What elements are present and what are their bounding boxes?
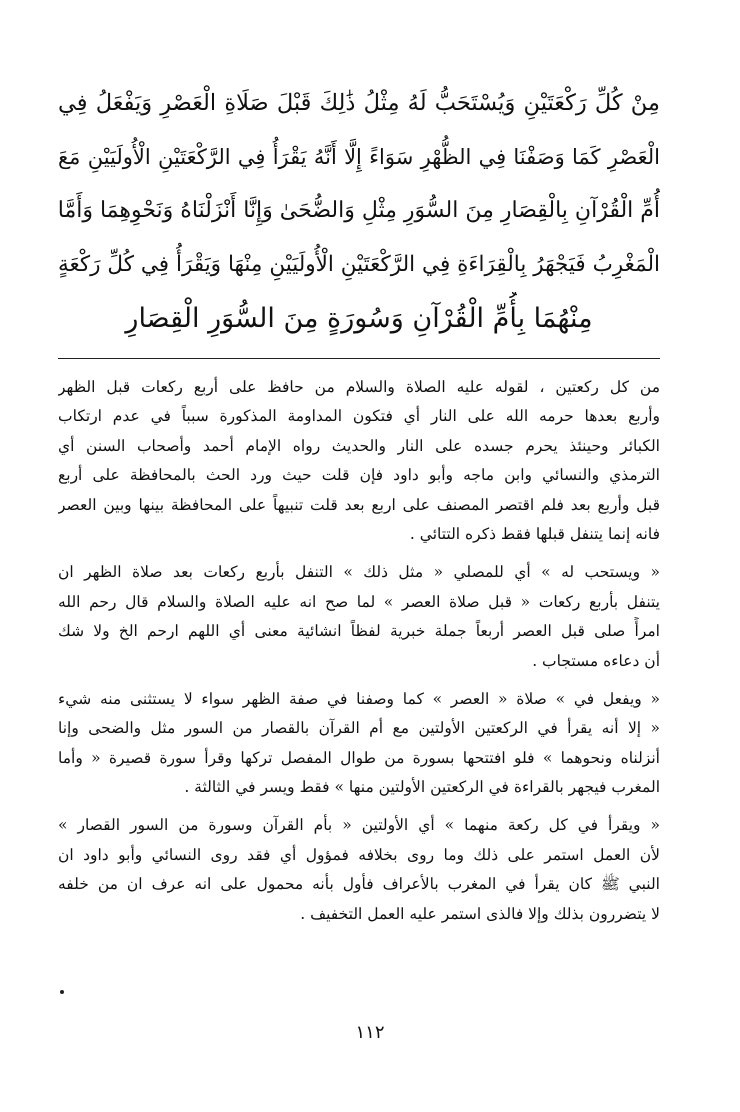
main-text-line: أُمِّ الْقُرْآنِ بِالْقِصَارِ مِنَ السُّوَرِ مِثْلِ وَالضُّحَىٰ وَإِنَّا أَنْزَلْنَاهُ وَنَحْوِهِمَا وَأَمَّا <box>58 198 660 223</box>
commentary-line: النبي ﷺ كان يقرأ في المغرب بالأعراف فأول بأنه محمول على انه عرف ان من خلفه <box>58 875 660 894</box>
main-text-line: مِنْ كُلِّ رَكْعَتَيْنِ وَيُسْتَحَبُّ لَهُ مِثْلُ ذَٰلِكَ قَبْلَ صَلَاةِ الْعَصْرِ وَيَفْعَلُ فِي <box>58 90 660 116</box>
main-text-line: الْعَصْرِ كَمَا وَصَفْنَا فِي الظُّهْرِ سَوَاءً إِلَّا أَنَّهُ يَقْرَأُ فِي الرَّكْعَتَيْنِ الْأُولَيَيْنِ مَعَ <box>58 145 660 169</box>
commentary-line: وأربع بعدها حرمه الله على النار أي فتكون المداومة المذكورة سبباً في عدم ارتكاب <box>58 407 660 426</box>
main-text-line: الْمَغْرِبُ فَيَجْهَرُ بِالْقِرَاءَةِ فِي الرَّكْعَتَيْنِ الْأُولَيَيْنِ مِنْهَا وَيَقْرَأُ فِي كُلِّ رَكْعَةٍ <box>58 252 660 277</box>
commentary-line: امرأً صلى قبل العصر أربعاً جملة خبرية لفظاً انشائية معنى أي اللهم ارحم الخ ولا شك <box>58 622 660 641</box>
commentary-paragraph <box>58 685 660 803</box>
commentary-line: المغرب فيجهر بالقراءة في الركعتين الأولتين منها » فقط ويسر في الثالثة . <box>184 778 660 797</box>
commentary-line: « إلا أنه يقرأ في الركعتين الأولتين مع أم القرآن بالقصار من السور مثل والضحى وإنا <box>58 719 660 738</box>
commentary-line: قبل وأربع بعد فلم اقتصر المصنف على اربع بعد قلت تنبيهاً على المحافظة بينها وبين العصر <box>58 495 660 514</box>
commentary-line: « ويستحب له » أي للمصلي « مثل ذلك » التنفل بأربع ركعات بعد صلاة الظهر ان <box>58 563 660 582</box>
section-divider <box>58 358 660 359</box>
commentary-line: أن دعاءه مستجاب . <box>532 651 660 670</box>
commentary-line: لا يتضررون بذلك وإلا فالذى استمر عليه العمل التخفيف . <box>300 904 660 923</box>
commentary-line: أنزلناه ونحوهما » فلو افتتحها بسورة من طوال المفصل تركها وقرأ سورة قصيرة « وأما <box>58 748 660 767</box>
commentary-line: يتنفل بأربع ركعات « قبل صلاة العصر » لما صح انه عليه الصلاة والسلام قال رحم الله <box>58 592 660 611</box>
commentary-line: فانه إنما يتنفل قبلها فقط ذكره التتائي . <box>409 524 660 543</box>
commentary-line: الترمذي والنسائي وابن ماجه وأبو داود فإن قلت حيث ورد الحث بالمحافظة على أربع <box>58 466 660 485</box>
main-text-line: مِنْهُمَا بِأُمِّ الْقُرْآنِ وَسُورَةٍ مِنَ السُّوَرِ الْقِصَارِ <box>125 303 593 334</box>
commentary-paragraph <box>58 558 660 676</box>
page-number: ١١٢ <box>355 1022 385 1043</box>
commentary-paragraph <box>58 811 660 929</box>
commentary <box>58 373 660 929</box>
commentary-line: من كل ركعتين ، لقوله عليه الصلاة والسلام من حافظ على أربع ركعات قبل الظهر <box>58 378 660 396</box>
commentary-paragraph <box>58 373 660 549</box>
main-text <box>58 76 660 346</box>
commentary-line: « ويقرأ في كل ركعة منهما » أي الأولتين « بأم القرآن وسورة من السور القصار » <box>58 816 660 835</box>
ink-speck <box>60 990 64 994</box>
commentary-line: الكبائر وحينئذ يحرم جسده على النار والحديث رواه الإمام أحمد وأصحاب السنن أي <box>58 436 660 455</box>
commentary-line: لأن العمل استمر على ذلك وما روى بخلافه فمؤول أي فقد روى النسائي وأبو داود ان <box>58 845 660 864</box>
commentary-line: « ويفعل في » صلاة « العصر » كما وصفنا في صفة الظهر سواء لا يستثنى منه شيء <box>58 689 660 708</box>
